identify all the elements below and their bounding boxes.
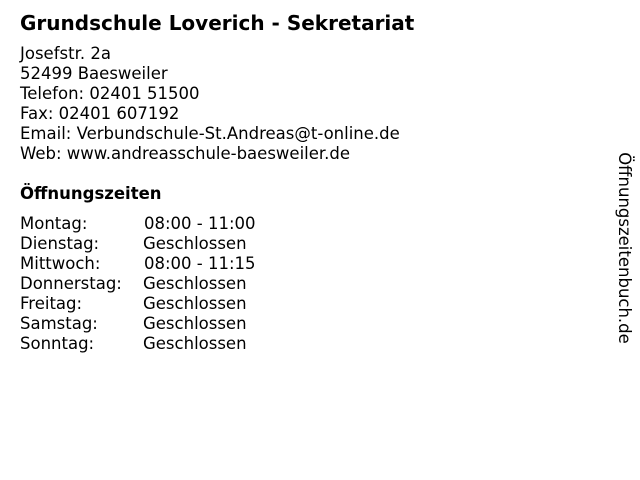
day-label: Mittwoch: [20, 254, 101, 273]
day-label: Donnerstag: [20, 274, 122, 293]
email-address: Email: Verbundschule-St.Andreas@t-online.de [20, 124, 400, 143]
city-postal-code: 52499 Baesweiler [20, 64, 168, 83]
hours-value: Geschlossen [143, 234, 247, 253]
fax-number: Fax: 02401 607192 [20, 104, 180, 123]
day-label: Montag: [20, 214, 88, 233]
phone-number: Telefon: 02401 51500 [20, 84, 200, 103]
hours-value: Geschlossen [143, 274, 247, 293]
day-label: Dienstag: [20, 234, 100, 253]
hours-value: 08:00 - 11:15 [144, 254, 256, 273]
page-title: Grundschule Loverich - Sekretariat [20, 11, 415, 35]
watermark-text: Öffnungszeitenbuch.de [615, 152, 634, 344]
address-block [20, 44, 400, 164]
day-label: Samstag: [20, 314, 98, 333]
hours-value: Geschlossen [143, 314, 247, 333]
opening-hours-heading: Öffnungszeiten [20, 184, 162, 203]
site-watermark [609, 133, 639, 363]
street-address: Josefstr. 2a [20, 44, 111, 63]
hours-value: Geschlossen [143, 294, 247, 313]
website-address: Web: www.andreasschule-baesweiler.de [20, 144, 351, 163]
day-label: Freitag: [20, 294, 83, 313]
hours-value: Geschlossen [143, 334, 247, 353]
day-label: Sonntag: [20, 334, 95, 353]
hours-value: 08:00 - 11:00 [144, 214, 256, 233]
